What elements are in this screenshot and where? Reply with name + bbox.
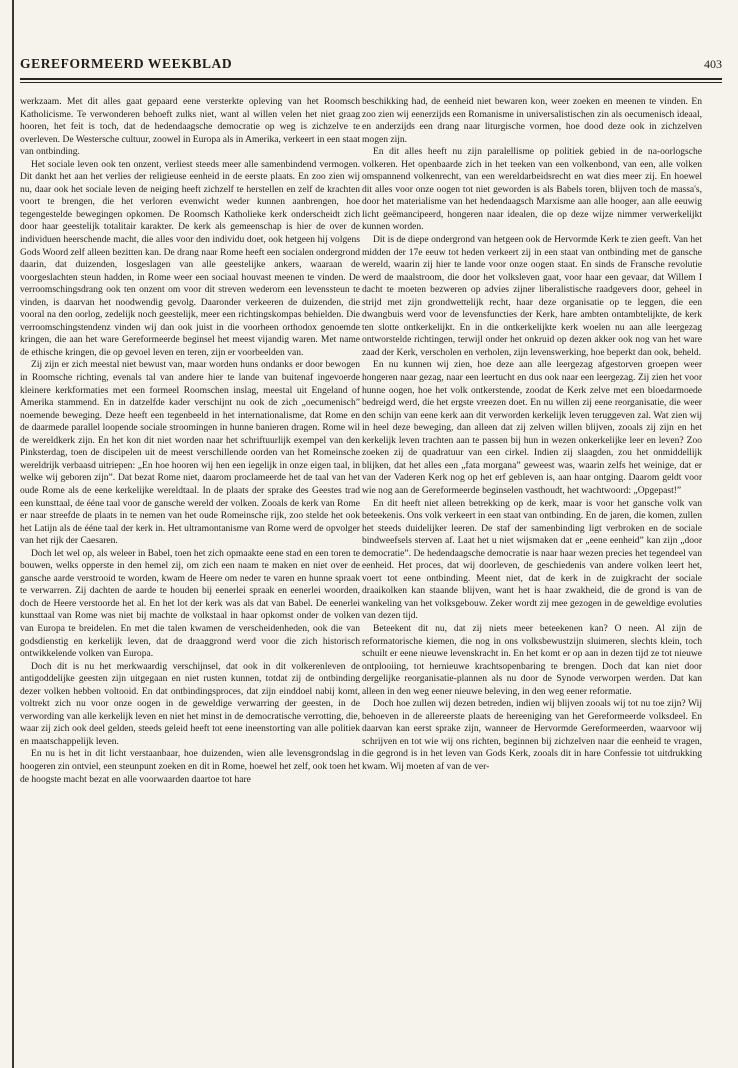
paragraph: Doch hoe zullen wij dezen betreden, indien wij blijven zooals wij tot nu toe zijn? Wij behoeven in de allereerste plaats de hereeniging van het Gereformeerde volksdeel. En daarvan kan eerst sprake zijn, wanneer de Hervormde Gereformeerden, waarvoor wij schrijven en tot wie wij ons richten, beginnen bij zichzelven naar die eenheid te vragen, die gegrond is in het leven van Gods Kerk, zooals dit in hare Confessie tot uitdrukking kwam. Wij moeten af van de ver-	[362, 698, 702, 772]
header-rule-thick	[20, 78, 722, 80]
paragraph: Doch dit is nu het merkwaardig verschijnsel, dat ook in dit volkerenleven de antigoddelijke geesten zijn uitgegaan en niet rusten kunnen, totdat zij de ontbinding dezer volken hebben voltooid. En dat ontbindingsproces, dat zijn einddoel nabij komt, voltrekt zich nu voor onze oogen in de geweldige verwarring der geesten, in de verwording van alle kerkelijk leven en niet het minst in de democratische verrotting, die, waar zij zich ook deel gelden, steeds geleid heeft tot eene ineenstorting van alle politiek en maatschappelijk leven.	[20, 660, 360, 747]
journal-title: GEREFORMEERD WEEKBLAD	[20, 56, 233, 71]
paragraph: beschikking had, de eenheid niet bewaren kon, weer zoeken en meenen te vinden. En zoo zien wij eenerzijds een Romanisme in universalistischen zin als oecumenisch ideaal, en anderzijds een drang naar liturgische vormen, hoe dood deze ook in zichzelven mogen zijn.	[362, 96, 702, 145]
paragraph: En nu kunnen wij zien, hoe deze aan alle leergezag afgestorven groepen weer hongeren naar gezag, naar een leertucht en dus ook naar een leergezag. Zij zien het voor hunne oogen, hoe het volk ontkerstende, zoodat de Kerk zelve met een bloedarmoede bedreigd werd, die het ergste vreezen doet. En nu willen zij eene reorganisatie, die weer den schijn van eene kerk aan dit verworden kerkelijk leven teruggeven zal. Wat zien wij in heel deze beweging, dan alleen dat zij zelven willen blijven, zooals zij zijn en het kerkelijk leven trachten aan te passen bij hun in wezen onkerkelijke leer en leven? Zoo zoeken zij de quadratuur van een cirkel. Indien zij slaagden, zou het onmiddellijk blijken, dat het alles een „fata morgana” geweest was, waarin zelfs het weinige, dat er van der Vaderen Kerk nog op het erf gebleven is, aan haar ontging. Daarom geldt voor wie nog aan de Gereformeerde beginselen vasthoudt, het wachtwoord: „Opgepast!”	[362, 359, 702, 496]
binding-edge	[12, 0, 14, 1068]
paragraph: Zij zijn er zich meestal niet bewust van, maar worden huns ondanks er door bewogen in Roomsche richting, evenals tal van andere hier te lande van buitenaf ingevoerde kleinere kerkformaties met een formeel Roomschen inslag, meestal uit Engeland of Amerika stammend. En in datzelfde kader verschijnt nu ook de zich „oecumenisch” noemende beweging. Deze heeft een tegenbeeld in het internationalisme, dat Rome en de daarmede parallel loopende sociale stroomingen in hunne banieren dragen. Rome wil de wereldkerk zijn. En het kon dit niet worden naar het schriftuurlijk exempel van den Pinksterdag, toen de discipelen uit de meest verschillende oorden van het Romeinsche wereldrijk verbaasd uitriepen: „En hoe hooren wij hen een iegelijk in onze eigen taal, in welke wij geboren zijn”. Dat bezat Rome niet, daarom proclameerde het de taal van het oude Rome als de eene kerkelijke wereldtaal. In de plaats der sprake des Geestes trad een kunsttaal, de ééne taal voor de gansche wereld der volken. Zooals de kerk van Rome er naar streefde de plaats in te nemen van het oude Romeinsche rijk, zoo stelde het ook het Latijn als de ééne taal der kerk in. Het ultramontanisme van Rome werd de opvolger van het rijk der Caesaren.	[20, 359, 360, 547]
right-column	[362, 96, 702, 774]
page-number: 403	[704, 57, 722, 71]
paragraph: En nu is het in dit licht verstaanbaar, hoe duizenden, wien alle levensgrondslag in hoogeren zin ontviel, een steunpunt zoeken en dit in Rome, hoewel het zelf, ook toen het de hoogste macht bezat en alle voorwaarden daartoe tot hare	[20, 748, 360, 785]
left-column	[20, 96, 360, 786]
paragraph: En dit heeft niet alleen betrekking op de kerk, maar is voor het gansche volk van beteekenis. Ons volk verkeert in een staat van ontbinding. En de jaren, die komen, zullen het steeds duidelijker leeren. De staf der samenbinding ligt verbroken en de sociale bindweefsels sterven af. Laat het u niet wijsmaken dat er „eene eenheid” kan zijn „door democratie”. De hedendaagsche democratie is naar haar wezen precies het tegendeel van eenheid. Het proces, dat wij doorleven, de geschiedenis van andere volken leert het, voert tot eene ontbinding. Meent niet, dat de kerk in de zuigkracht der sociale draaikolken kan staande blijven, want het is haar zwakheid, die de grond is van de wankeling van het volksgebouw. Zeker wordt zij mee gezogen in de geweldige evoluties van dezen tijd.	[362, 497, 702, 622]
paragraph: Doch let wel op, als weleer in Babel, toen het zich opmaakte eene stad en een toren te bouwen, welks opperste in den hemel zij, om zich een naam te maken en niet over de gansche aarde verstrooid te worden, kwam de Heere om neder te varen en hunne spraak te verwarren. Zij dachten de aarde te houden bij eenerlei spraak en eenerlei woorden, doch de Heere verstoorde het al. En het lot der kerk was als dat van Babel. De eenerlei kunsttaal van Rome was niet bij machte de volkstaal in haar opkomst onder de volken van Europa te breidelen. En met die talen kwamen de verscheidenheden, ook die van godsdienstig en kerkelijk leven, dat de draaggrond werd voor die zich historisch ontwikkelende volken van Europa.	[20, 547, 360, 660]
running-header	[20, 56, 722, 76]
paragraph: En dit alles heeft nu zijn paralellisme op politiek gebied in de na-oorlogsche volkeren. Het openbaarde zich in het teeken van een volkenbond, van een, alle volken omspannend volkenrecht, van een wereldarbeidsrecht en wat dies meer zij. En hoewel dit alles voor onze oogen tot niet geworden is als Babels toren, blijven toch de massa's, door het materialisme van het hedendaagsch Marxisme aan alle hooger, aan alle eeuwig licht geëmancipeerd, hongeren naar idealen, die op deze wijze nimmer verwerkelijkt kunnen worden.	[362, 146, 702, 233]
header-rule-thin	[20, 82, 722, 83]
paragraph: Het sociale leven ook ten onzent, verliest steeds meer alle samenbindend vermogen. Dit dankt het aan het verlies der religieuse eenheid in de eerste plaats. En zoo zien wij nu, daar ook het sociale leven de neiging heeft zichzelf te herstellen en zelf de krachten voort te brengen, die het verloren evenwicht weder kunnen aanbrengen, hoe tegengestelde bewegingen opkomen. De Roomsch Katholieke kerk onderscheidt zich door haar geestelijk totalitair karakter. De kerk als gemeenschap is hier de over de individuen heerschende macht, die alles voor den individu doet, ook hetgeen hij volgens Gods Woord zelf alleen bezitten kan. De drang naar Rome heeft een socialen ondergrond daarin, dat duizenden, losgeslagen van alle geestelijke ankers, waaraan de voorgeslachten steun hadden, in Rome weer een sociaal houvast meenen te vinden. De verroomschingsdrang ook ten onzent om voor dit streven wederom een levenssteun te vinden, is daarvan het noodwendig gevolg. Daaronder verkeeren de duizenden, die vooral na den oorlog, zedelijk noch geestelijk, meer een richtingskompas behielden. Die verroomschingstendenz vinden wij dan ook juist in die voorheen orthodox genoemde kringen, die aan het ware Gereformeerde beginsel het meest vijandig waren. Met name de ethische kringen, die op gevoel leven en teren, zijn er voorbeelden van.	[20, 158, 360, 358]
paragraph: Beteekent dit nu, dat zij niets meer beteekenen kan? O neen. Al zijn de reformatorische kiemen, die nog in ons volksbewustzijn sluimeren, slechts klein, toch schuilt er eene nieuwe levenskracht in. En het komt er op aan in dezen tijd ze tot nieuwe ontplooiing, tot hernieuwe krachtsopenbaring te brengen. Doch dat kan niet door dergelijke reorganisatie-plannen als nu door de Synode verworpen werden. Dat kan alleen in den weg eener nieuwe beleving, in den weg eener reformatie.	[362, 622, 702, 697]
paragraph: werkzaam. Met dit alles gaat gepaard eene versterkte opleving van het Roomsch Katholicisme. Te verwonderen behoeft zulks niet, want al willen velen het niet graag hooren, het feit is toch, dat de hedendaagsche democratie op weg is zichzelve te overleven. De Westersche cultuur, zoowel in Europa als in Amerika, verkeert in een staat van ontbinding.	[20, 96, 360, 158]
paragraph: Dit is de diepe ondergrond van hetgeen ook de Hervormde Kerk te zien geeft. Van het midden der 17e eeuw tot heden verkeert zij in een staat van ontbinding met de gansche wereld, waarin zij hier te lande voor onze oogen staat. En sinds de Fransche revolutie werd de maalstroom, die door het volksleven gaat, voor haar een gevaar, dat Willem I dacht te moeten bezweren op advies zijner liberalistische raadgevers door, geheel in strijd met zijn grondwettelijk recht, haar deze organisatie op te leggen, die een dwangbuis werd voor de levensfuncties der Kerk, hare ambten ontambtelijkte, de kerk ten slotte ontkerkelijkt. En in die ontkerkelijkte kerk woelen nu aan alle leergezag ontworstelde richtingen, terwijl onder het onkruid op dezen akker ook nog van het ware zaad der Kerk, verscholen en verholen, zijn levenswerking, hoe beperkt dan ook, beheld.	[362, 234, 702, 358]
